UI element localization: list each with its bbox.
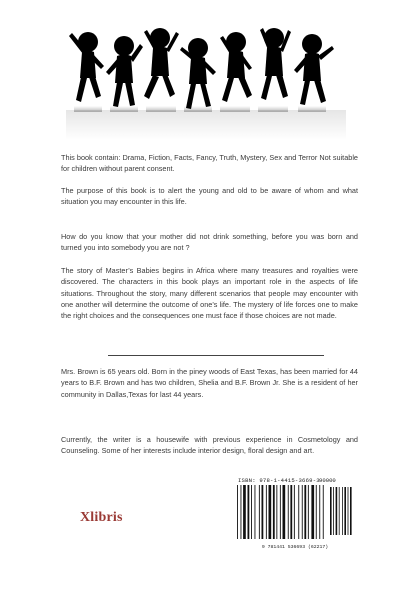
barcode-digits: 9 781441 536693 (62217)	[261, 545, 329, 550]
child-silhouette	[106, 36, 143, 107]
author-bio-paragraph: Mrs. Brown is 65 years old. Born in the piney woods of East Texas, has been married for 44 years to B.F. Brown and has two children, Shelia and B.F. Brown Jr. She is a resident of her community in Dallas,Texas for last 44 years.	[61, 367, 358, 399]
dancing-children-silhouettes	[66, 14, 346, 144]
publisher-logo: Xlibris	[80, 510, 123, 525]
purpose-paragraph: The purpose of this book is to alert the young and old to be aware of whom and what situation you may encounter in this life.	[61, 186, 358, 207]
child-silhouette	[260, 28, 291, 100]
synopsis-paragraph: The story of Master’s Babies begins in Africa where many treasures and royalties were discovered. The characters in this book plays an important role in the aspects of life situations. Throughout the story, many different scenarios that people may encounter with one another will determine the outcome of one’s life. The mystery of life forces one to make the right choices and the consequences one must face if those choices are not made.	[61, 266, 358, 321]
question-paragraph: How do you know that your mother did not drink something, before you was born and turned you into somebody you are not ?	[61, 232, 358, 253]
section-divider	[108, 355, 324, 356]
child-silhouette	[294, 34, 334, 105]
child-silhouette	[69, 32, 104, 102]
price-code: 90000	[319, 477, 336, 484]
child-silhouette	[144, 28, 179, 99]
silhouette-reflection	[66, 110, 346, 140]
content-warning-paragraph: This book contain: Drama, Fiction, Facts, Fancy, Truth, Mystery, Sex and Terror Not suitable for children without parent consent.	[61, 153, 358, 174]
child-silhouette	[180, 38, 216, 109]
isbn-label: ISBN: 978-1-4415-3669-3	[238, 477, 320, 484]
author-interests-paragraph: Currently, the writer is a housewife with previous experience in Cosmetology and Counseling. Some of her interests include interior design, floral design and art.	[61, 435, 358, 456]
isbn-barcode	[235, 485, 355, 543]
child-silhouette	[220, 32, 252, 102]
